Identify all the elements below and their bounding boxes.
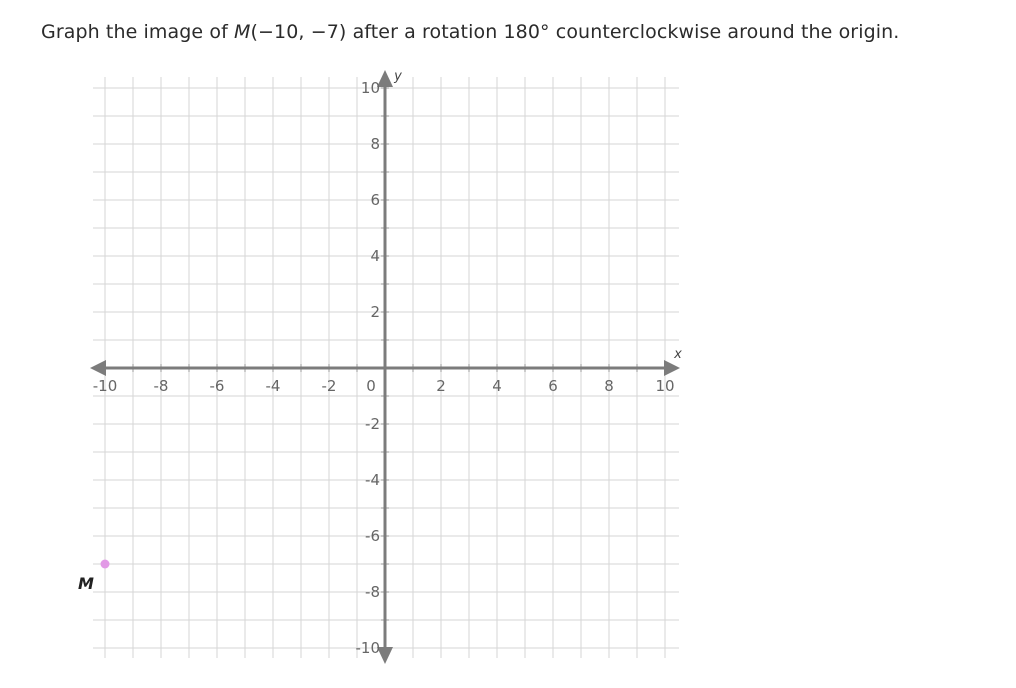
y-tick-label: -10 (355, 639, 380, 657)
question-point-name: M (234, 21, 251, 43)
x-tick-label: -10 (92, 377, 118, 395)
x-tick-label: 2 (436, 377, 446, 395)
question-suffix: (−10, −7) after a rotation 180° counterclockwise around the origin. (250, 21, 900, 43)
x-tick-label: -6 (209, 377, 225, 395)
y-tick-label: 8 (370, 135, 380, 153)
x-axis-right-arrow-icon (664, 360, 680, 376)
x-tick-label: 6 (548, 377, 558, 395)
y-tick-label: -6 (365, 527, 380, 545)
y-tick-label: -2 (365, 415, 380, 433)
x-tick-label: 10 (655, 377, 675, 395)
y-tick-label: 4 (370, 247, 380, 265)
y-tick-label: -8 (365, 583, 380, 601)
question-prefix: Graph the image of (41, 21, 235, 43)
y-tick-label: -4 (365, 471, 380, 489)
y-tick-label: 2 (370, 303, 380, 321)
x-tick-label: 8 (604, 377, 614, 395)
x-tick-label: 4 (492, 377, 502, 395)
x-tick-label: -8 (153, 377, 169, 395)
x-tick-label: 0 (366, 377, 376, 395)
x-tick-label: -2 (321, 377, 337, 395)
point-m[interactable] (101, 560, 110, 569)
y-axis-label: y (394, 69, 402, 84)
x-tick-label: -4 (265, 377, 281, 395)
y-tick-label: 6 (370, 191, 380, 209)
x-axis-label: x (674, 347, 682, 362)
y-tick-label: 10 (360, 79, 380, 97)
x-axis-left-arrow-icon (90, 360, 106, 376)
point-label: M (78, 574, 94, 593)
